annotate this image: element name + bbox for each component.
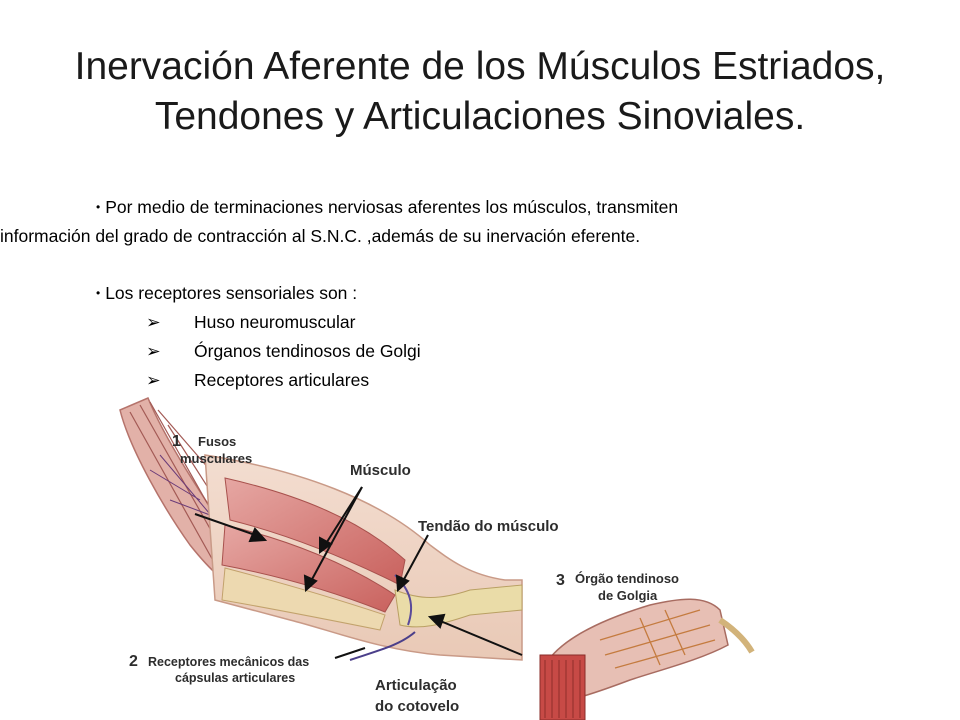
golgi-tendon-organ-illustration xyxy=(540,599,752,720)
arrowhead-bullet-icon: ➢ xyxy=(146,341,161,361)
paragraph-1-line-1: Por medio de terminaciones nerviosas aferentes los músculos, transmiten xyxy=(105,197,679,217)
label-2-number: 2 xyxy=(129,653,138,670)
receptor-label: Huso neuromuscular xyxy=(194,312,356,332)
label-1-line-b: musculares xyxy=(180,451,253,466)
bullet-paragraph-2 xyxy=(96,279,916,308)
receptor-item xyxy=(96,337,916,366)
arrowhead-bullet-icon: ➢ xyxy=(146,312,161,332)
bullet-dot-icon: • xyxy=(96,286,101,300)
label-1-number: 1 xyxy=(172,433,181,450)
arm-anatomy-figure xyxy=(0,390,960,720)
bullet-paragraph-1 xyxy=(96,193,916,222)
title-line-1: Inervación Aferente de los Músculos Estriados, xyxy=(74,45,886,88)
slide-title xyxy=(40,42,920,142)
title-line-2: Tendones y Articulaciones Sinoviales. xyxy=(154,95,806,138)
paragraph-1-continuation xyxy=(0,222,916,251)
paragraph-2-text: Los receptores sensoriales son : xyxy=(105,283,358,303)
label-articulacao-line-b: do cotovelo xyxy=(375,698,460,715)
receptor-item xyxy=(96,308,916,337)
slide-body xyxy=(0,193,916,395)
muscle-fiber-bundle xyxy=(540,655,585,720)
receptor-label: Receptores articulares xyxy=(194,370,370,390)
label-3-line-b: de Golgia xyxy=(598,588,658,603)
bullet-dot-icon: • xyxy=(96,200,101,214)
receptor-label: Órganos tendinosos de Golgi xyxy=(194,341,421,361)
arrowhead-bullet-icon: ➢ xyxy=(146,370,161,390)
label-articulacao-line-a: Articulação xyxy=(375,677,457,694)
label-tendao: Tendão do músculo xyxy=(418,518,559,535)
label-musculo: Músculo xyxy=(350,462,411,479)
label-1-line-a: Fusos xyxy=(198,434,237,449)
arm-illustration xyxy=(205,455,522,660)
label-3-line-a: Órgão tendinoso xyxy=(575,571,679,586)
label-2-line-a: Receptores mecânicos das xyxy=(148,655,310,669)
label-2-line-b: cápsulas articulares xyxy=(175,671,296,685)
label-3-number: 3 xyxy=(556,572,565,589)
paragraph-1-line-2: información del grado de contracción al S.N.C. ,además de su inervación eferente. xyxy=(0,226,641,246)
